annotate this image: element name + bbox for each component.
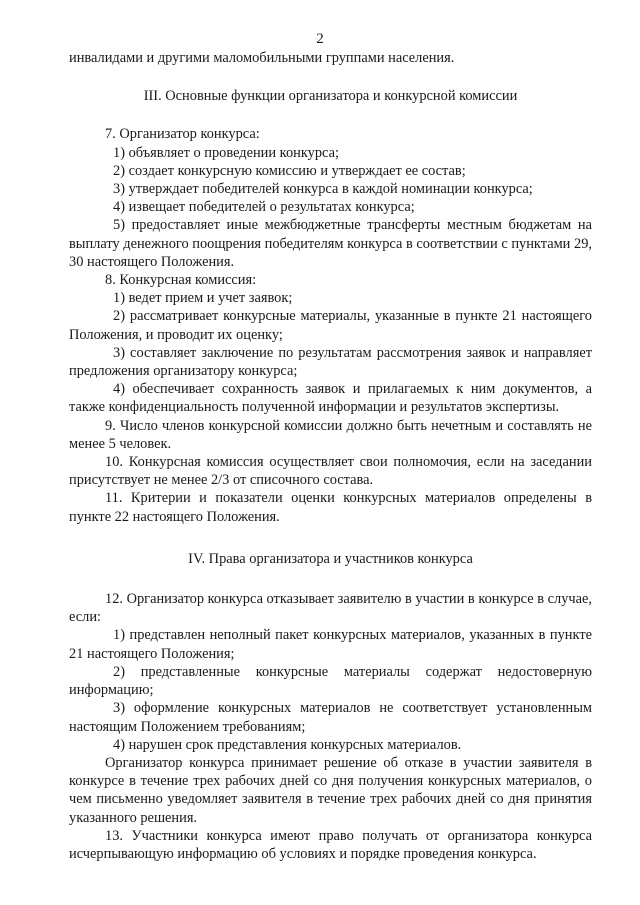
clause-7-item: 3) утверждает победителей конкурса в каждой номинации конкурса; — [113, 181, 533, 198]
clause-12-item: 1) представлен неполный пакет конкурсных материалов, указанных в пункте 21 настоящего Положения; — [69, 627, 592, 662]
clause-9: 9. Число членов конкурсной комиссии должно быть нечетным и составлять не менее 5 человек. — [69, 417, 592, 452]
clause-12-item: 3) оформление конкурсных материалов не соответствует установленным настоящим Положением требованиям; — [69, 700, 592, 735]
clause-8-item: 1) ведет прием и учет заявок; — [113, 290, 293, 307]
continuation-line: инвалидами и другими маломобильными группами населения. — [69, 50, 455, 66]
page-number: 2 — [316, 31, 324, 47]
clause-8: 8. Конкурсная комиссия: — [105, 272, 257, 289]
document-body — [69, 49, 592, 863]
clause-11: 11. Критерии и показатели оценки конкурсных материалов определены в пункте 22 настоящего Положения. — [69, 490, 592, 525]
clause-7-item: 2) создает конкурсную комиссию и утверждает ее состав; — [113, 162, 466, 179]
clause-12-item: 4) нарушен срок представления конкурсных материалов. — [113, 736, 462, 753]
clause-10: 10. Конкурсная комиссия осуществляет свои полномочия, если на заседании присутствует не менее 2/3 от списочного состава. — [69, 454, 592, 489]
clause-8-item: 4) обеспечивает сохранность заявок и прилагаемых к ним документов, а также конфиденциальность полученной информации и результатов экспертизы. — [69, 381, 592, 416]
clause-8-item: 2) рассматривает конкурсные материалы, указанные в пункте 21 настоящего Положения, и проводит их оценку; — [69, 308, 592, 343]
clause-12-decision: Организатор конкурса принимает решение об отказе в участии заявителя в конкурсе в течение трех рабочих дней со дня получения конкурсных материалов, о чем письменно уведомляет заявителя в течение трех рабочих дней со дня принятия указанного решения. — [69, 754, 592, 826]
clause-7-item: 5) предоставляет иные межбюджетные трансферты местным бюджетам на выплату денежного поощрения победителям конкурса в соответствии с пунктами 29, 30 настоящего Положения. — [69, 217, 592, 270]
clause-12-item: 2) представленные конкурсные материалы содержат недостоверную информацию; — [69, 663, 592, 699]
clause-8-item: 3) составляет заключение по результатам рассмотрения заявок и направляет предложения организатору конкурса; — [69, 344, 592, 380]
clause-13: 13. Участники конкурса имеют право получать от организатора конкурса исчерпывающую информацию об условиях и порядке проведения конкурса. — [69, 827, 592, 862]
clause-7-item: 1) объявляет о проведении конкурса; — [113, 144, 339, 161]
clause-7-item: 4) извещает победителей о результатах конкурса; — [113, 199, 415, 216]
section-4-heading: IV. Права организатора и участников конкурса — [188, 550, 473, 567]
clause-7: 7. Организатор конкурса: — [105, 126, 260, 143]
section-3-heading: III. Основные функции организатора и конкурсной комиссии — [143, 88, 518, 105]
clause-12: 12. Организатор конкурса отказывает заявителю в участии в конкурсе в случае, если: — [69, 591, 592, 626]
